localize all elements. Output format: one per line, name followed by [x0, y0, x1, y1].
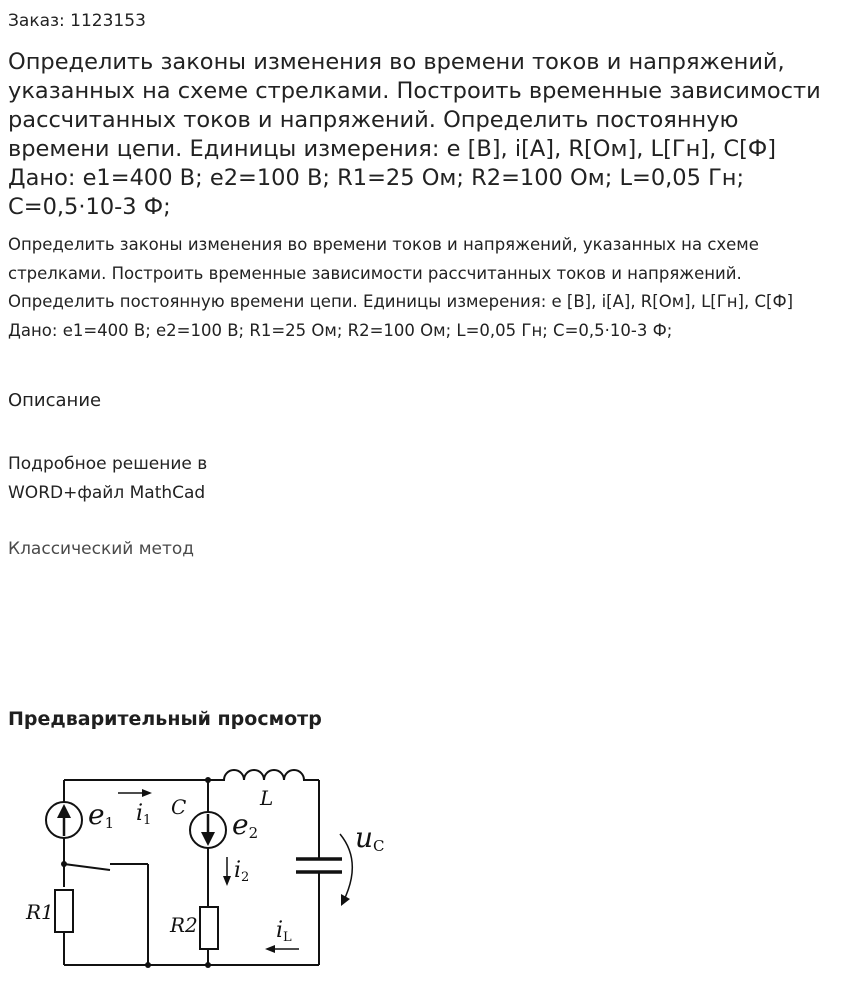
solution-method: Классический метод [8, 539, 195, 559]
order-number: Заказ: 1123153 [8, 11, 146, 31]
label-e1: e1 [88, 798, 115, 832]
node-bottom-1 [145, 962, 151, 968]
arrow-uc [340, 834, 352, 902]
label-R2: R2 [170, 913, 198, 937]
task-description: Определить законы изменения во времени токов и напряжений, указанных на схеме стрелками. Построить временные зависимости рассчитанных токов и напряжений. Определить постоянную времени цепи. Единицы измерения: е [В], i[A], R[Ом], L[Гн], C[Ф] Дано: e1=400 В; e2=100 В; R1=25 Ом; R2=100 Ом; L=0,05 Гн; C=0,5·10-3 Ф; [8, 235, 794, 340]
label-C: C [171, 795, 187, 819]
preview-heading: Предварительный просмотр [8, 708, 322, 730]
label-e2: e2 [232, 808, 259, 842]
label-iL: iL [276, 918, 292, 945]
solution-details: Подробное решение в WORD+файл MathCad [8, 454, 208, 503]
source-e2-arrow [201, 832, 215, 846]
label-i2: i2 [234, 858, 250, 885]
label-L: L [260, 786, 274, 810]
source-e1-arrow [57, 804, 71, 818]
resistor-R2 [200, 907, 218, 949]
resistor-R1 [55, 890, 73, 932]
label-R1: R1 [26, 900, 54, 924]
description-section-label: Описание [8, 390, 102, 411]
circuit-schematic-image [18, 762, 398, 977]
inductor-L [208, 770, 306, 780]
switch-blade [64, 864, 110, 870]
label-uc: uC [355, 821, 385, 855]
label-i1: i1 [136, 801, 152, 828]
page-title: Определить законы изменения во времени токов и напряжений, указанных на схеме стрелками. Построить временные зависимости рассчитанных токов и напряжений. Определить постоянную времени цепи. Единицы измерения: е [В], i[A], R[Ом], L[Гн], C[Ф] Дано: e1=400 В; e2=100 В; R1=25 Ом; R2=100 Ом; L=0,05 Гн; C=0,5·10-3 Ф; [8, 49, 821, 220]
